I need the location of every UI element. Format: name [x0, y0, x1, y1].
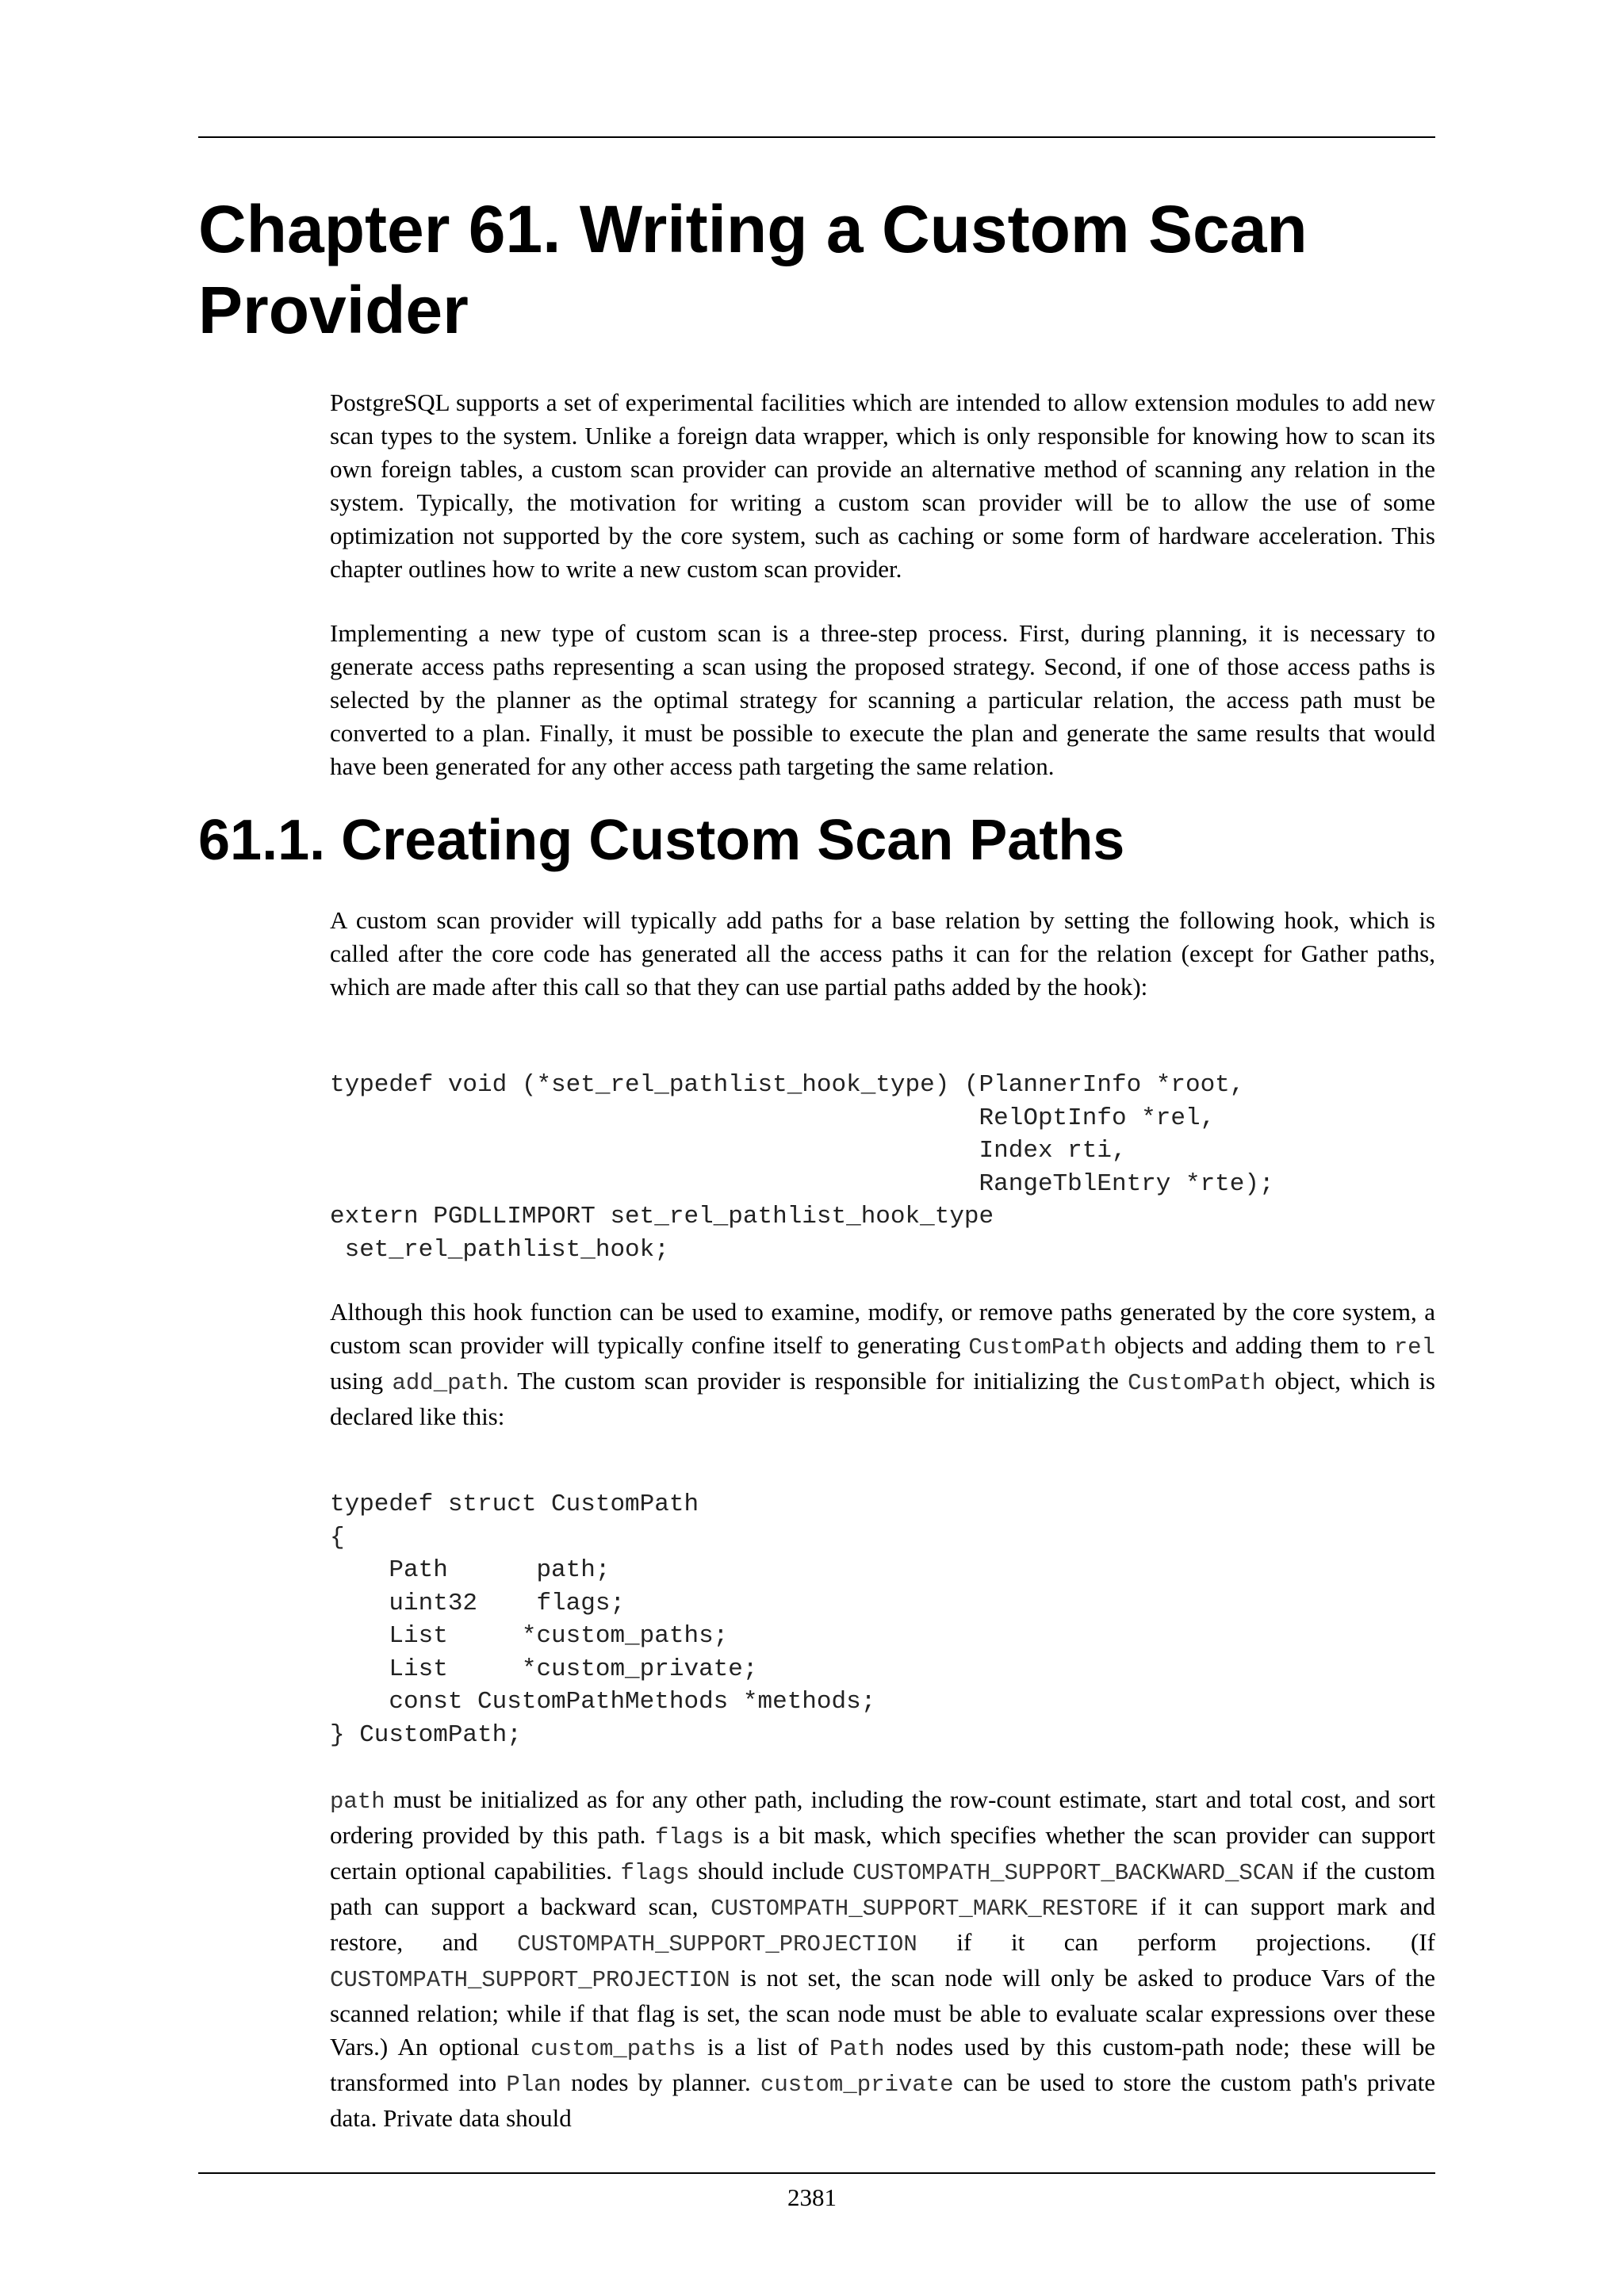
text-run: if it can support mark and restore, and [330, 1892, 1435, 1956]
inline-code: CUSTOMPATH_SUPPORT_BACKWARD_SCAN [852, 1860, 1294, 1886]
paragraph-2 [330, 1295, 1435, 1433]
header-rule [198, 136, 1435, 138]
inline-code: CUSTOMPATH_SUPPORT_PROJECTION [330, 1967, 730, 1993]
inline-code: CustomPath [968, 1334, 1107, 1360]
code-listing-hook [330, 1069, 1435, 1266]
text-run: is a list of [695, 2033, 830, 2061]
inline-code: CUSTOMPATH_SUPPORT_PROJECTION [517, 1931, 917, 1957]
section-title: 61.1. Creating Custom Scan Paths [198, 809, 1125, 872]
inline-code: flags [620, 1860, 690, 1886]
inline-code: CUSTOMPATH_SUPPORT_MARK_RESTORE [710, 1896, 1139, 1922]
inline-code: CustomPath [1128, 1370, 1266, 1396]
section-paragraph-1 [330, 904, 1435, 1004]
footer-rule [198, 2172, 1435, 2174]
text-run: nodes by planner. [561, 2068, 760, 2096]
inline-code: Plan [506, 2072, 561, 2098]
text-run: using [330, 1367, 393, 1395]
inline-code: custom_paths [530, 2036, 696, 2062]
page-number: 2381 [787, 2183, 837, 2211]
inline-code: Path [829, 2036, 885, 2062]
text-run: Although this hook function can be used to examine, modify, or remove paths generated by the core system, a custom scan provider will typically confine itself to generating [330, 1298, 1435, 1359]
paragraph-3-text [330, 1783, 1435, 2135]
text-run: . The custom scan provider is responsible for initializing the [502, 1367, 1128, 1395]
intro-paragraph-1-text: PostgreSQL supports a set of experimental facilities which are intended to allow extension modules to add new scan types to the system. Unlike a foreign data wrapper, which is only responsible for knowing how to scan its own foreign tables, a custom scan provider can provide an alternative method of scanning any relation in the system. Typically, the motivation for writing a custom scan provider will be to allow the use of some optimization not supported by the core system, such as caching or some form of hardware acceleration. This chapter outlines how to write a new custom scan provider. [330, 388, 1435, 583]
intro-paragraph-2 [330, 617, 1435, 783]
text-run: object, which is declared like this: [330, 1367, 1435, 1430]
section-paragraph-1-text: A custom scan provider will typically add paths for a base relation by setting the following hook, which is called after the core code has generated all the access paths it can for the relation (except for Gather paths, which are made after this call so that they can use partial paths added by the hook): [330, 906, 1435, 1001]
code-listing-struct [330, 1488, 1435, 1751]
inline-code: flags [654, 1824, 724, 1850]
text-run: if the custom path can support a backward scan, [330, 1857, 1435, 1920]
inline-code: path [330, 1789, 385, 1815]
inline-code: add_path [392, 1370, 503, 1396]
text-run: is not set, the scan node will only be asked to produce Vars of the scanned relation; while if that flag is set, the scan node must be able to evaluate scalar expressions over these Vars.) An optional [330, 1964, 1435, 2061]
intro-paragraph-2-text: Implementing a new type of custom scan is a three-step process. First, during planning, it is necessary to generate access paths representing a scan using the proposed strategy. Second, if one of those access paths is selected by the planner as the optimal strategy for scanning a particular relation, the access path must be converted to a plan. Finally, it must be possible to execute the plan and generate the same results that would have been generated for any other access path targeting the same relation. [330, 619, 1435, 780]
paragraph-2-text [330, 1295, 1435, 1433]
inline-code: custom_private [760, 2072, 954, 2098]
text-run: is a bit mask, which specifies whether the scan provider can support certain optional capabilities. [330, 1821, 1435, 1885]
paragraph-3 [330, 1783, 1435, 2135]
text-run: can be used to store the custom path's private data. Private data should [330, 2068, 1435, 2132]
text-run: if it can perform projections. (If [917, 1928, 1435, 1956]
text-run: should include [689, 1857, 853, 1885]
inline-code: rel [1393, 1334, 1435, 1360]
text-run: must be initialized as for any other path, including the row-count estimate, start and total cost, and sort ordering provided by this path. [330, 1785, 1435, 1849]
chapter-title: Chapter 61. Writing a Custom Scan Provider [198, 192, 1308, 347]
text-run: objects and adding them to [1106, 1331, 1394, 1359]
code-listing-struct-text: typedef struct CustomPath { Path path; uint32 flags; List *custom_paths; List *custom_private; const CustomPathMethods *methods; } CustomPath; [330, 1490, 876, 1749]
text-run: nodes used by this custom-path node; these will be transformed into [330, 2033, 1435, 2096]
intro-paragraph-1 [330, 386, 1435, 586]
code-listing-hook-text: typedef void (*set_rel_pathlist_hook_type) (PlannerInfo *root, RelOptInfo *rel, Index rti, RangeTblEntry *rte); extern PGDLLIMPORT set_rel_pathlist_hook_type set_rel_pathlist_hook; [330, 1071, 1274, 1264]
